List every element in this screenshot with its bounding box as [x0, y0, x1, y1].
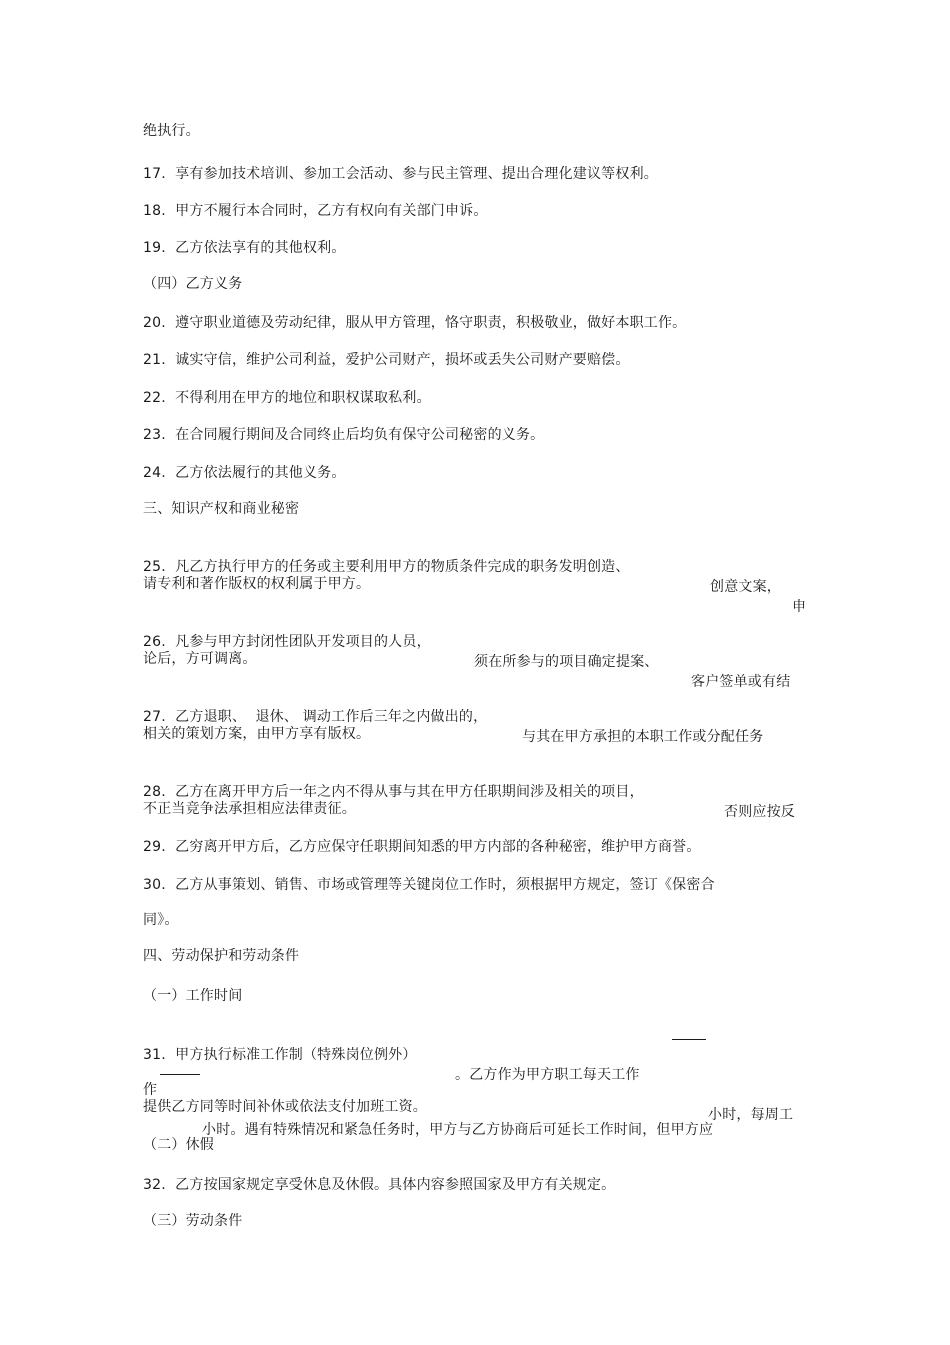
clause-27-part-a: 27. 乙方退职、 退休、 调动工作后三年之内做出的， [143, 709, 488, 725]
section-heading-laodong-baohu: 四、劳动保护和劳动条件 [143, 948, 300, 964]
subsection-heading-xiujia: （二）休假 [143, 1137, 214, 1153]
subsection-heading-gongzuo-shijian: （一）工作时间 [143, 988, 243, 1004]
clause-20: 20. 遵守职业道德及劳动纪律，服从甲方管理，恪守职责，积极敬业，做好本职工作。 [143, 315, 687, 331]
clause-31-part-e: 小时。遇有特殊情况和紧急任务时，甲方与乙方协商后可延长工作时间，但甲方应 [202, 1122, 714, 1138]
clause-26-part-a: 26. 凡参与甲方封闭性团队开发项目的人员， [143, 634, 431, 650]
clause-31-line-3: 提供乙方同等时间补休或依法支付加班工资。 [143, 1099, 427, 1115]
subsection-heading-laodong-tiaojian: （三）劳动条件 [143, 1213, 243, 1229]
clause-26-part-b: 须在所参与的项目确定提案、 [474, 654, 659, 670]
clause-28-part-a: 28. 乙方在离开甲方后一年之内不得从事与其在甲方任职期间涉及相关的项目， [143, 784, 644, 800]
clause-25-part-c: 申 [792, 599, 807, 615]
paragraph-line: 绝执行。 [143, 123, 200, 139]
clause-31-part-c: 小时，每周工 [708, 1107, 794, 1123]
clause-19: 19. 乙方依法享有的其他权利。 [143, 240, 346, 256]
clause-26-part-c: 客户签单或有结 [691, 674, 791, 690]
clause-26-line-2: 论后，方可调离。 [143, 651, 257, 667]
clause-21: 21. 诚实守信，维护公司利益，爱护公司财产，损坏或丢失公司财产要赔偿。 [143, 352, 630, 368]
clause-23: 23. 在合同履行期间及合同终止后均负有保守公司秘密的义务。 [143, 427, 545, 443]
clause-29: 29. 乙穷离开甲方后，乙方应保守任职期间知悉的甲方内部的各种秘密，维护甲方商誉。 [143, 839, 701, 855]
clause-32: 32. 乙方按国家规定享受休息及休假。具体内容参照国家及甲方有关规定。 [143, 1177, 616, 1193]
clause-25-part-b: 创意文案， [710, 579, 781, 595]
clause-27-part-b: 与其在甲方承担的本职工作或分配任务 [522, 729, 764, 745]
clause-17: 17. 享有参加技术培训、参加工会活动、参与民主管理、提出合理化建议等权利。 [143, 166, 658, 182]
clause-31-part-d: 作 [143, 1082, 158, 1098]
clause-18: 18. 甲方不履行本合同时，乙方有权向有关部门申诉。 [143, 203, 488, 219]
clause-28-part-b: 否则应按反 [724, 804, 795, 820]
clause-31-part-a: 31. 甲方执行标准工作制（特殊岗位例外） [143, 1047, 417, 1063]
section-heading-zhishi-chanquan: 三、知识产权和商业秘密 [143, 501, 300, 517]
clause-31-part-b: 。乙方作为甲方职工每天工作 [455, 1067, 640, 1083]
weekly-hours-blank[interactable] [160, 1060, 200, 1075]
section-heading-yifang-yiwu: （四）乙方义务 [143, 276, 243, 292]
clause-22: 22. 不得利用在甲方的地位和职权谋取私利。 [143, 390, 431, 406]
clause-27-line-2: 相关的策划方案，由甲方享有版权。 [143, 726, 371, 742]
daily-hours-blank[interactable] [672, 1025, 706, 1040]
clause-25-part-a: 25. 凡乙方执行甲方的任务或主要利用甲方的物质条件完成的职务发明创造、 [143, 559, 630, 575]
clause-30-line-1: 30. 乙方从事策划、销售、市场或管理等关键岗位工作时，须根据甲方规定，签订《保密合 [143, 877, 715, 893]
clause-25-line-2: 请专利和著作版权的权利属于甲方。 [143, 576, 371, 592]
clause-30-line-2: 同》。 [143, 912, 179, 928]
clause-28-line-2: 不正当竞争法承担相应法律责征。 [143, 801, 356, 817]
clause-24: 24. 乙方依法履行的其他义务。 [143, 465, 346, 481]
